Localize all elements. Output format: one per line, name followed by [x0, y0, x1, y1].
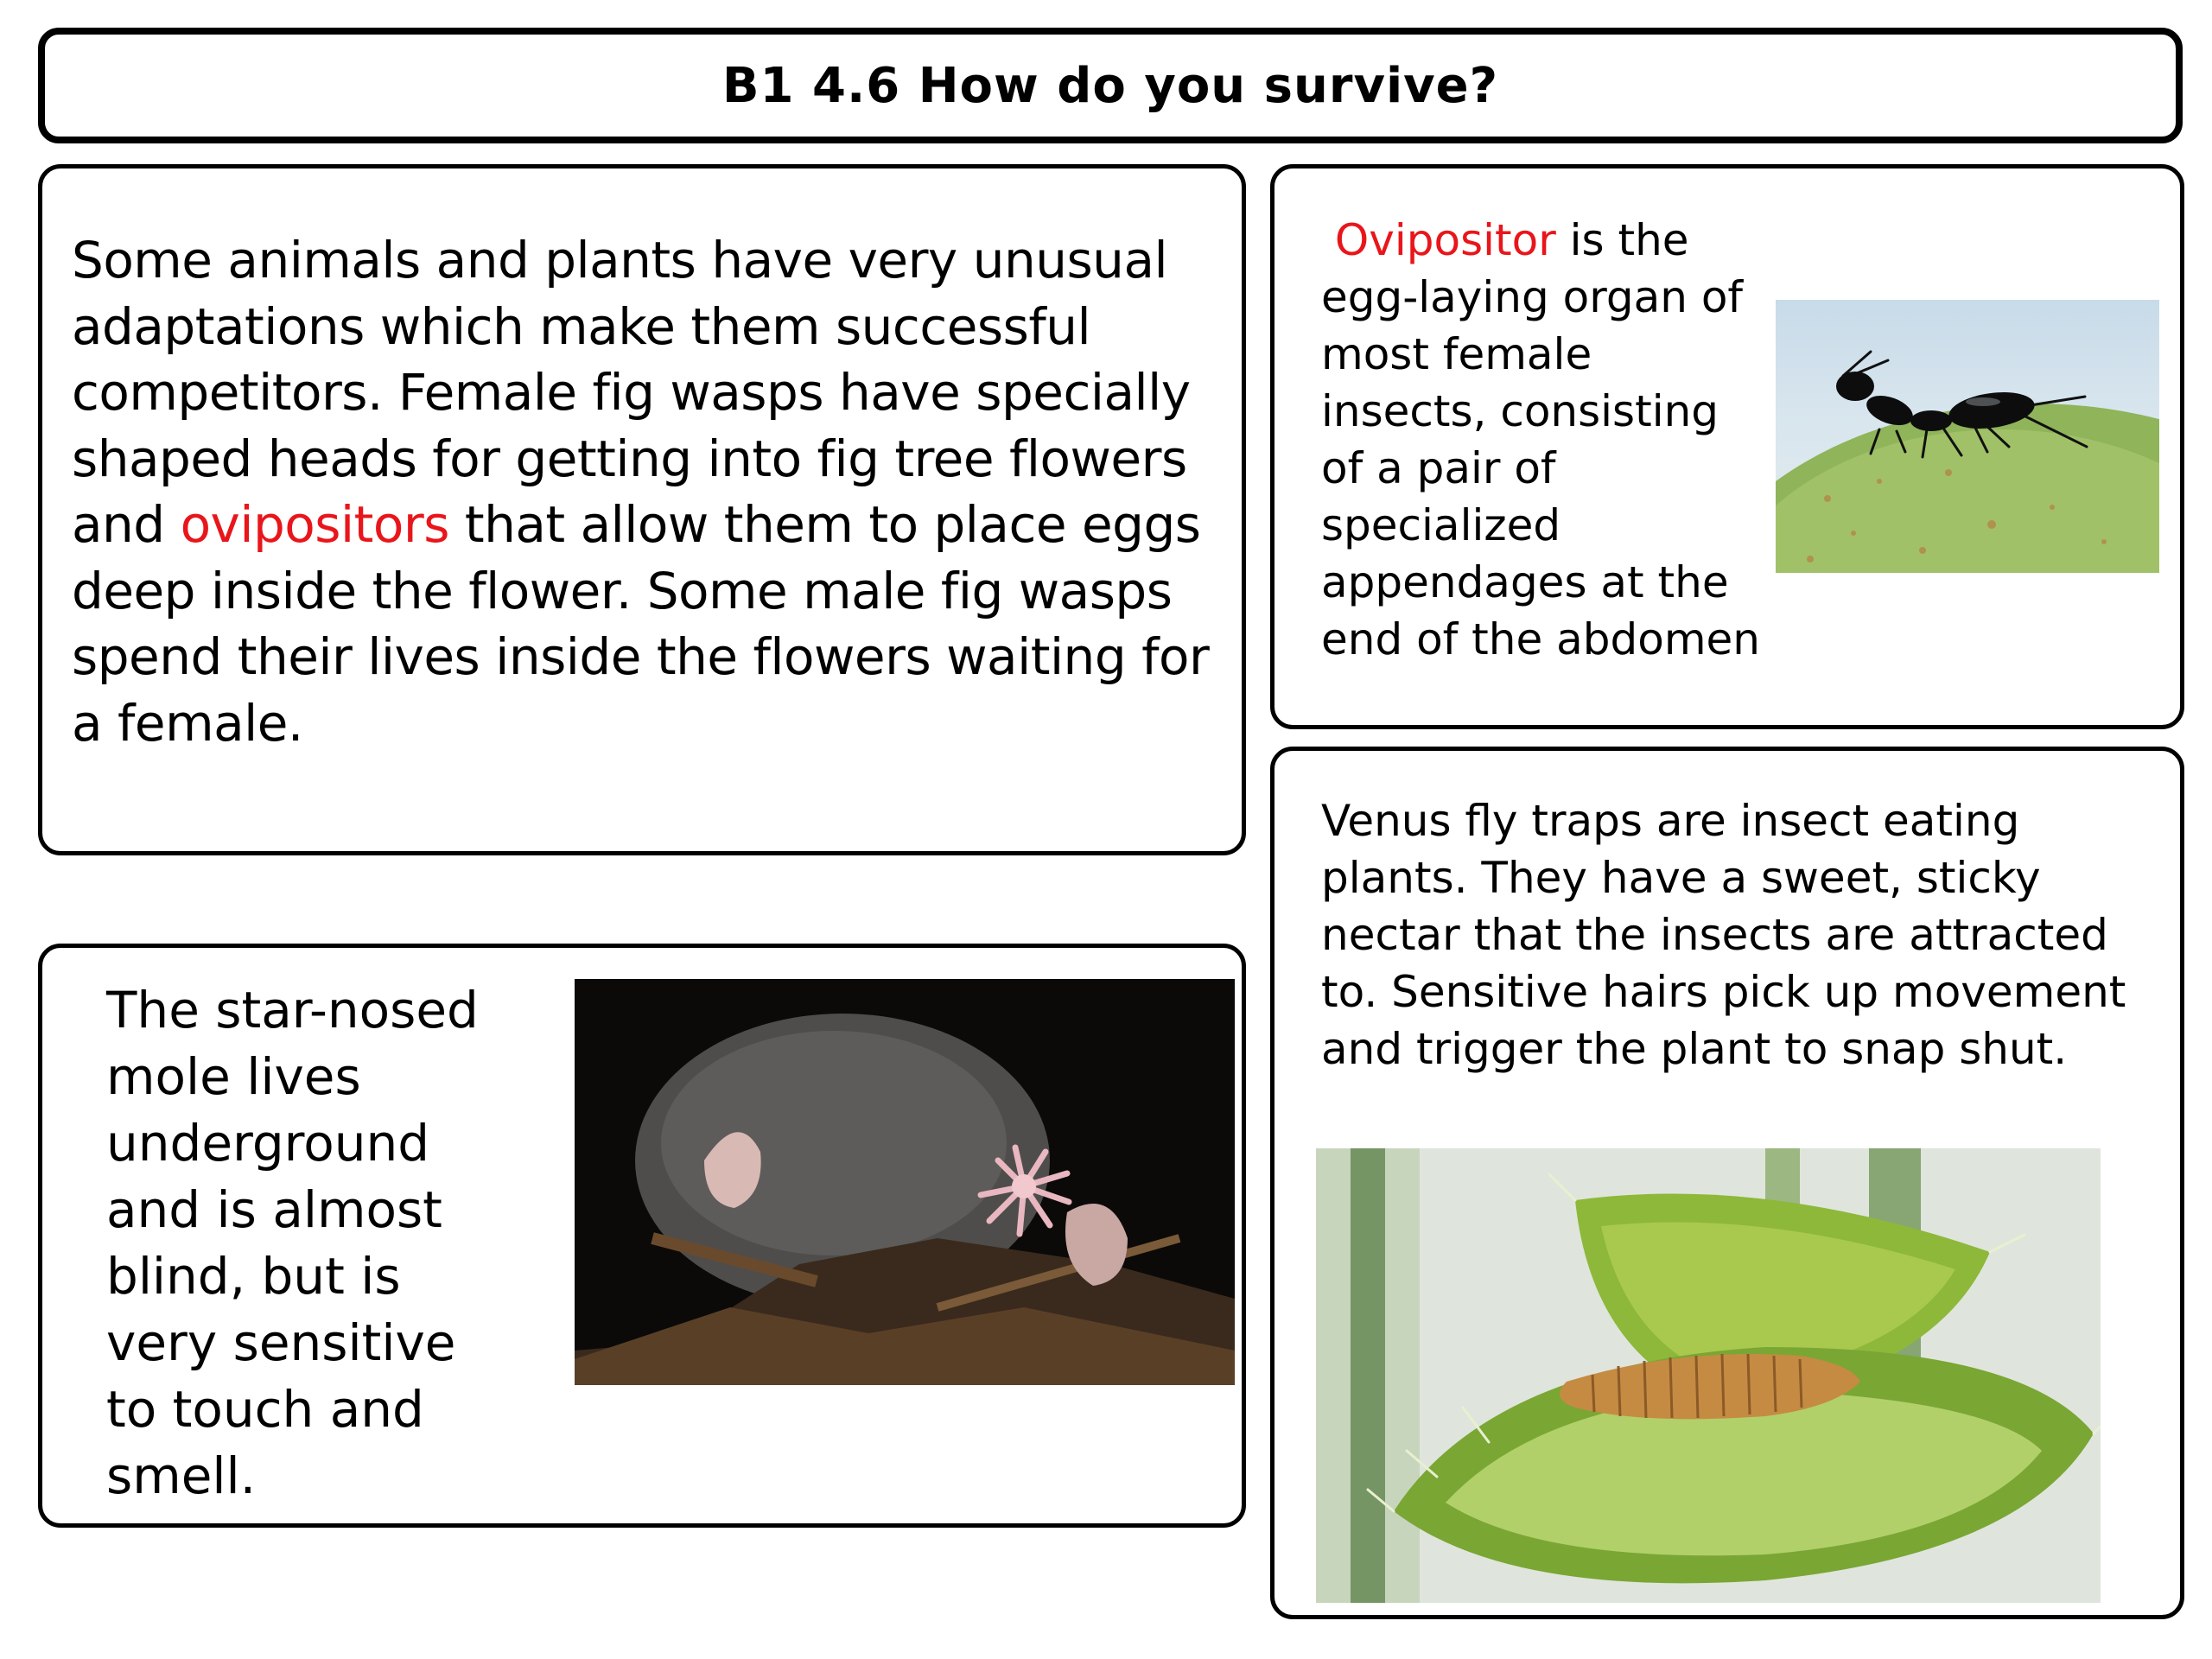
venus-fly-trap-photo	[1316, 1148, 2101, 1603]
title-banner	[38, 28, 2183, 143]
fig-wasp-text-rest: that allow them to place eggs deep inside the flower. Some male fig wasps spend their lives inside the flowers waiting for a female.	[72, 495, 1210, 753]
page-title: B1 4.6 How do you survive?	[721, 57, 1499, 114]
fig-wasp-text	[72, 227, 1221, 756]
fig-wasp-photo	[1776, 300, 2159, 573]
ovipositor-definition	[1321, 212, 1770, 668]
fig-wasp-text-intro: Some animals and plants have very unusual adaptations which make them successful competitors. Female fig wasps have specially shaped heads for getting into fig tree flowers and	[72, 231, 1191, 554]
venus-fly-trap-panel	[1270, 747, 2184, 1619]
ovipositor-term: Ovipositor	[1334, 215, 1556, 265]
fig-wasp-panel	[38, 164, 1246, 855]
ovipositor-panel	[1270, 164, 2184, 729]
venus-fly-trap-text: Venus fly traps are insect eating plants. They have a sweet, sticky nectar that the insects are attracted to. Sensitive hairs pick up movement and trigger the plant to snap shut.	[1321, 796, 2126, 1074]
ovipositors-term: ovipositors	[180, 495, 449, 554]
star-nosed-mole-panel	[38, 944, 1246, 1528]
star-nosed-mole-text: The star-nosed mole lives underground and is almost blind, but is very sensitive to touch and smell.	[106, 981, 479, 1505]
star-nosed-mole-photo	[575, 979, 1235, 1385]
ovipositor-definition-text: is the egg-laying organ of most female insects, consisting of a pair of specialized appendages at the end of the abdomen	[1321, 215, 1760, 664]
